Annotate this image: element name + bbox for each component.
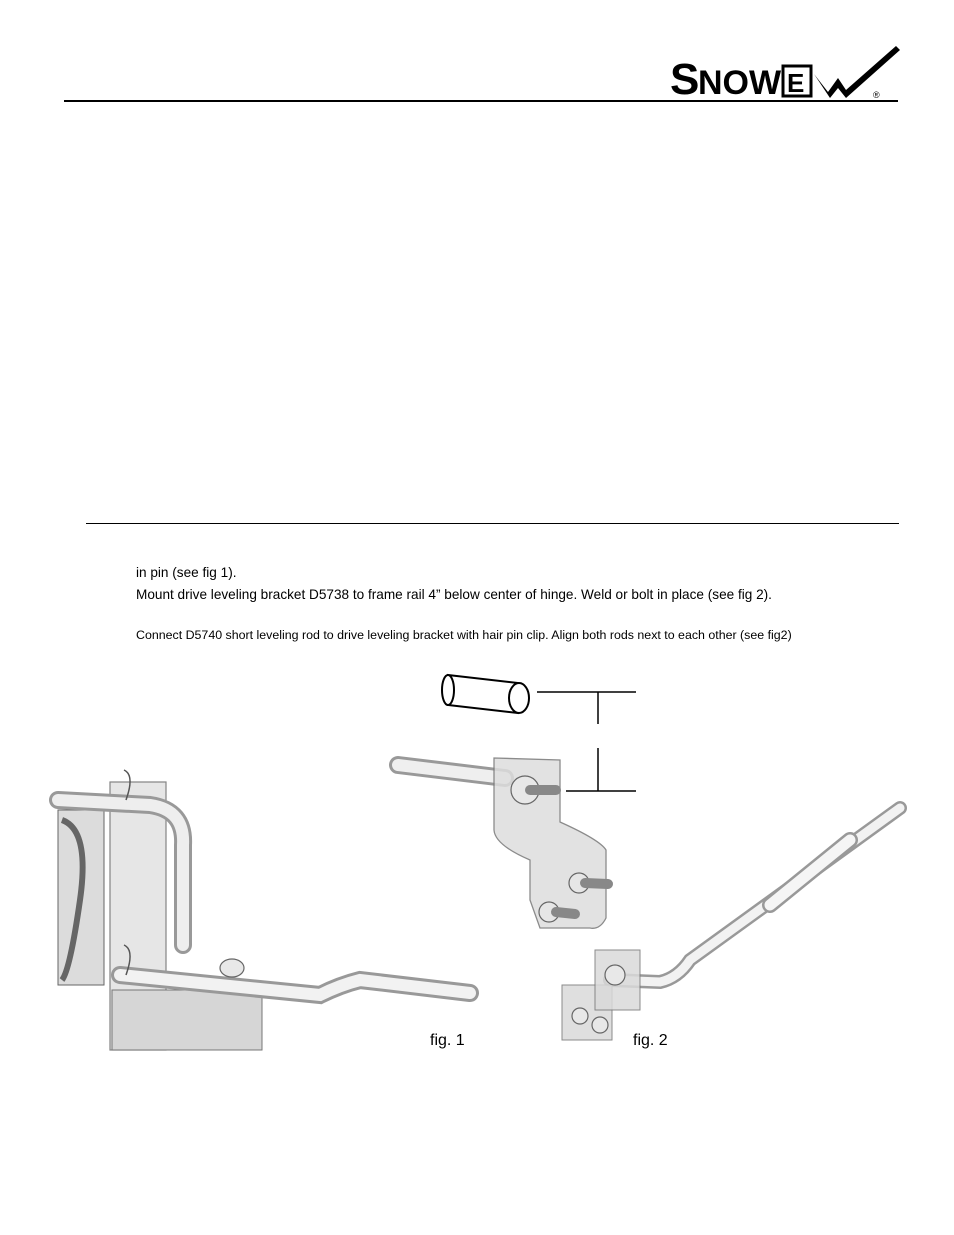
svg-text:E: E bbox=[787, 68, 805, 98]
instruction-line-2: Mount drive leveling bracket D5738 to frame rail 4” below center of hinge. Weld or bolt in place (see fig 2). bbox=[136, 587, 772, 602]
leveling-rod-illustration bbox=[0, 660, 954, 1060]
leveling-bracket bbox=[398, 758, 608, 928]
checkmark-icon bbox=[814, 46, 900, 98]
logo-wordmark: S bbox=[670, 55, 700, 100]
logo-wordmark-now: NOW bbox=[698, 64, 782, 100]
section-divider bbox=[86, 523, 899, 524]
fig1-label: fig. 1 bbox=[430, 1032, 465, 1049]
fig1-hinge-assembly bbox=[58, 770, 470, 1050]
snowex-logo bbox=[668, 44, 900, 100]
fig2-rod-assembly bbox=[562, 808, 900, 1040]
instruction-line-1: in pin (see fig 1). bbox=[136, 565, 237, 580]
registered-mark: ® bbox=[873, 90, 880, 100]
fig2-label: fig. 2 bbox=[633, 1032, 668, 1049]
header-rule bbox=[64, 100, 898, 102]
instruction-line-3: Connect D5740 short leveling rod to drive leveling bracket with hair pin clip. Align both rods next to each other (see fig2) bbox=[136, 628, 792, 642]
